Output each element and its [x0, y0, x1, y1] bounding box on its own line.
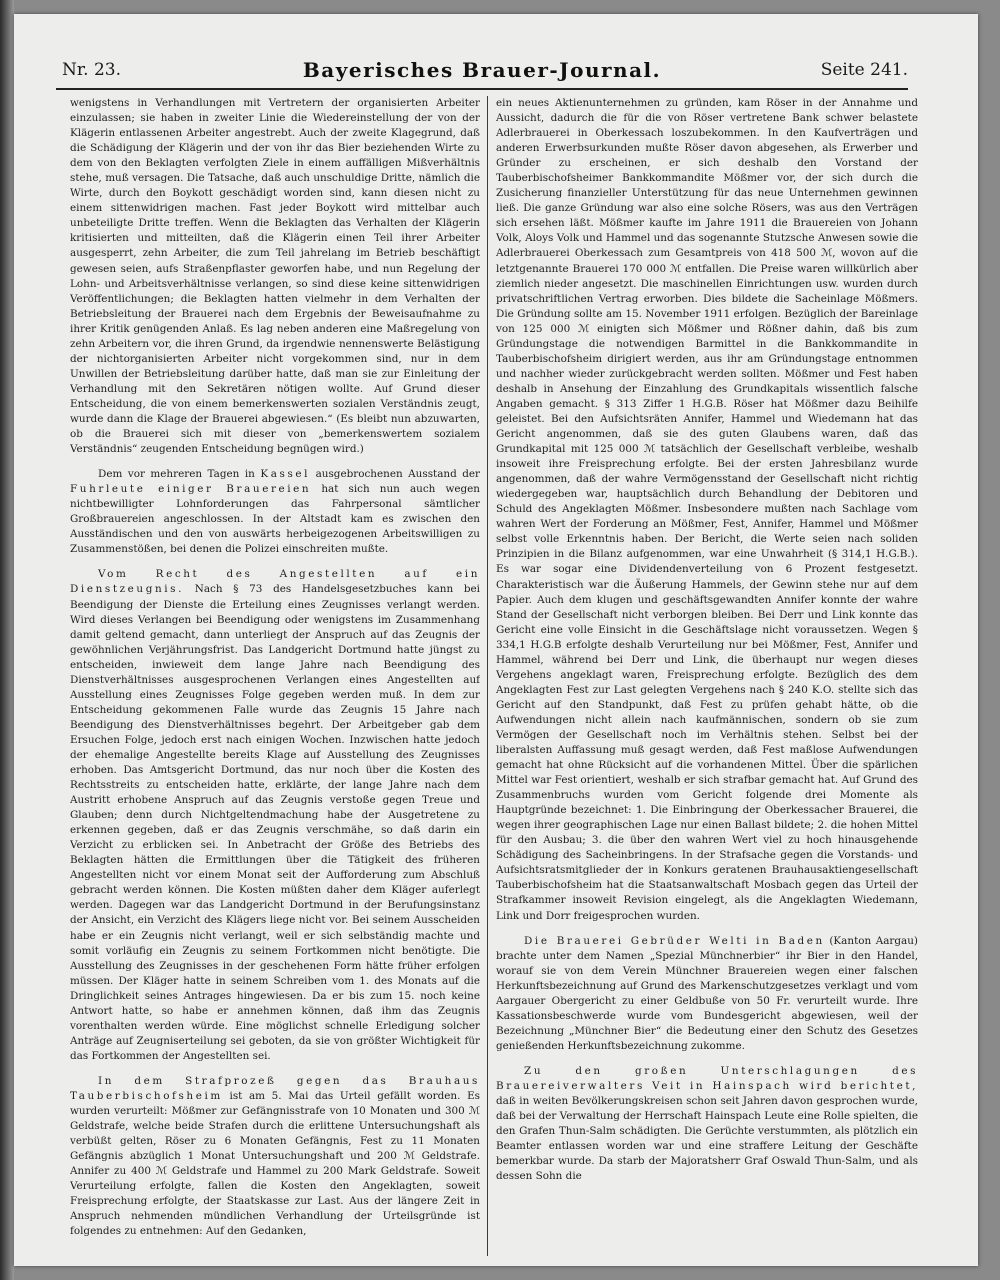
article-welti-brewery: Die Brauerei Gebrüder Welti in Baden (Kanton Aargau) brachte unter dem Namen „Spezial Münchnerbier“ ihr Bier in den Handel, worauf sie von dem Verein Münchner Brauereien wegen einer falschen Herkunftsbezeichnung auf Grund des Markenschutzgesetzes verklagt und vom Aargauer Obergericht zu einer Geldbuße von 50 Fr. verurteilt wurde. Ihre Kassationsbeschwerde wurde vom Bundesgericht abgewiesen, weil der Bezeichnung „Münchner Bier“ die Bedeutung einer den Schutz des Gesetzes genießenden Herkunftsbezeichnung zukomme.	[496, 934, 918, 1052]
place-name: Kassel	[260, 468, 311, 481]
article-heading: Die Brauerei Gebrüder Welti in Baden	[524, 934, 825, 947]
book-binding-edge	[0, 0, 14, 1280]
article-heading: Zu den großen Unterschlagungen des Brauereiverwalters Veit in Hainspach wird berichtet,	[496, 1064, 918, 1092]
journal-title: Bayerisches Brauer-Journal.	[302, 58, 662, 82]
article-heading: In dem Strafprozeß gegen das Brauhaus Tauberbischofsheim	[70, 1074, 480, 1102]
journal-page	[14, 14, 978, 1266]
column-divider	[487, 96, 488, 1256]
article-trial-continuation: ein neues Aktienunternehmen zu gründen, kam Röser in der Annahme und Aussicht, dadurch die für die von Röser vertretene Bank schwer belastete Adlerbrauerei in Oberkessach loszubekommen. In den Kaufverträgen und anderen Erwerbsurkunden mußte Röser davon abgesehen, als Erwerber und Gründer zu erscheinen, er sich deshalb den Vorstand der Tauberbischofsheimer Bankkommandite Mößmer vor, der sich durch die Zusicherung finanzieller Unterstützung für das neue Unternehmen gewinnen ließ. Die ganze Gründung war also eine solche Rösers, was aus den Verträgen sich ersehen läßt. Mößmer kaufte im Jahre 1911 die Brauereien von Johann Volk, Aloys Volk und Hammel und das sogenannte Stutzsche Anwesen sowie die Adlerbrauerei Oberkessach zum Gesamtpreis von 418 500 ℳ, wovon auf die letztgenannte Brauerei 170 000 ℳ entfallen. Die Preise waren willkürlich aber ziemlich nieder angesetzt. Die maschinellen Einrichtungen usw. wurden durch privatschriftlichen Vertrag erworben. Dies bildete die Sacheinlage Mößmers. Die Gründung sollte am 15. November 1911 erfolgen. Bezüglich der Bareinlage von 125 000 ℳ einigten sich Mößmer und Rößner dahin, daß bis zum Gründungstage die notwendigen Barmittel in die Bankkommandite in Tauberbischofsheim dirigiert werden, aus ihr am Gründungstage entnommen und nachher wieder zurückgebracht werden sollten. Mößmer und Fest haben deshalb in Ansehung der Einzahlung des Grundkapitals wissentlich falsche Angaben gemacht. § 313 Ziffer 1 H.G.B. Röser hat Mößmer dazu Beihilfe geleistet. Bei den Aufsichtsräten Annifer, Hammel und Wiedemann hat das Gericht angenommen, daß sie des guten Glaubens waren, daß das Grundkapital mit 125 000 ℳ tatsächlich der Gesellschaft verbleibe, weshalb insoweit ihre Freisprechung erfolgte. Bei der ersten Jahresbilanz wurde angenommen, daß der wahre Vermögensstand der Gesellschaft nicht richtig wiedergegeben war, hauptsächlich durch Behandlung der Debitoren und Schuld des Angeklagten Mößmer. Insbesondere mußten nach Sachlage vom wahren Wert der Forderung an Mößmer, Fest, Annifer, Hammel und Mößmer selbst volle Erkenntnis haben. Der Bericht, die Werte seien nach soliden Prinzipien in die Bilanz aufgenommen, war eine Unwahrheit (§ 314,1 H.G.B.). Es war sogar eine Dividendenverteilung von 6 Prozent festgesetzt. Charakteristisch war die Äußerung Hammels, der Gewinn stehe nur auf dem Papier. Auch dem klugen und geschäftsgewandten Annifer konnte der wahre Stand der Gesellschaft nicht verborgen bleiben. Bei Derr und Link konnte das Gericht eine volle Einsicht in die Geschäftslage nicht voraussetzen. Wegen § 334,1 H.G.B erfolgte deshalb Verurteilung nur bei Mößmer, Fest, Annifer und Hammel, während bei Derr und Link, die überhaupt nur wegen dieses Vergehens angeklagt waren, Freisprechung erfolgte. Bezüglich des dem Angeklagten Fest zur Last gelegten Vergehens nach § 240 K.O. stellte sich das Gericht auf den Standpunkt, daß Fest zu prüfen gehabt hätte, ob die Aufwendungen nicht allein nach kaufmännischen, sondern ob sie zum Vermögen der Gesellschaft noch im Verhältnis stehen. Selbst bei der liberalsten Auffassung muß gesagt werden, daß Fest maßlose Aufwendungen gemacht hat ohne Rücksicht auf die vorhandenen Mittel. Über die spärlichen Mittel war Fest orientiert, weshalb er sich strafbar gemacht hat. Auf Grund des Zusammenbruchs wurden vom Gericht folgende drei Momente als Hauptgründe bezeichnet: 1. Die Einbringung der Oberkessacher Brauerei, die wegen ihrer geographischen Lage nur einen Ballast bildete; 2. die hohen Mittel für den Ausbau; 3. die über den wahren Wert viel zu hoch hinausgehende Schädigung des Sacheinbringens. In der Strafsache gegen die Vorstands- und Aufsichtsratsmitglieder der in Konkurs geratenen Brauhausaktiengesellschaft Tauberbischofsheim hat die Staatsanwaltschaft Mosbach gegen das Urteil der Strafkammer insoweit Revision eingelegt, als die Angeklagten Wiedemann, Link und Dorr freigesprochen wurden.	[496, 97, 918, 922]
article-kassel-strike: Dem vor mehreren Tagen in Kassel ausgebrochenen Ausstand der Fuhrleute einiger Brauereien hat sich nun auch wegen nichtbewilligter Lohnforderungen das Fahrpersonal sämtlicher Großbrauereien angeschlossen. In der Altstadt kam es zwischen den Ausständischen und den von auswärts herbeigezogenen Arbeitswilligen zu Zusammenstößen, bei denen die Polizei einschreiten mußte.	[70, 468, 480, 556]
article-employee-certificate: Vom Recht des Angestellten auf ein Dienstzeugnis. Nach § 73 des Handelsgesetzbuches kann bei Beendigung der Dienste die Erteilung eines Zeugnisses verlangt werden. Wird dieses Verlangen bei Beendigung oder wenigstens im Zusammenhang damit geltend gemacht, dann unterliegt der Anspruch auf das Zeugnis der gewöhnlichen Verjährungsfrist. Das Landgericht Dortmund hatte jüngst zu entscheiden, inwieweit dem lange Jahre nach Beendigung des Dienstverhältnisses ausgesprochenen Verlangen eines Angestellten auf Ausstellung eines Zeugnisses Folge gegeben werden muß. In dem zur Entscheidung gekommenen Falle wurde das Zeugnis 15 Jahre nach Beendigung des Dienstverhältnisses begehrt. Der Arbeitgeber gab dem Ersuchen Folge, jedoch erst nach einigen Wochen. Inzwischen hatte jedoch der ehemalige Angestellte bereits Klage auf Ausstellung des Zeugnisses erhoben. Das Amtsgericht Dortmund, das nur noch über die Kosten des Rechtsstreits zu entscheiden hatte, erklärte, der lange Jahre nach dem Austritt erhobene Anspruch auf das Zeugnis verstoße gegen Treue und Glauben; denn durch Nichtgeltendmachung habe der Ausgetretene zu erkennen gegeben, daß er das Zeugnis verschmähe, so daß darin ein Verzicht zu erblicken sei. In Anbetracht der Größe des Betriebs des Beklagten hätten die Ermittlungen über die Tätigkeit des früheren Angestellten nicht vor einem Monat seit der Aufforderung zum Abschluß gebracht werden können. Die Kosten müßten daher dem Kläger auferlegt werden. Dagegen war das Landgericht Dortmund in der Berufungsinstanz der Ansicht, ein Verzicht des Klägers liege nicht vor. Bei seinem Ausscheiden habe er ein Zeugnis nicht verlangt, weil er sich selbständig machte und somit vorläufig ein Zeugnis zu seinem Fortkommen nicht benötigte. Die Ausstellung des Zeugnisses in der geschehenen Form hätte früher erfolgen müssen. Der Kläger hatte in seinem Schreiben vom 1. des Monats auf die Dringlichkeit seines Antrages hingewiesen. Da er bis zum 15. noch keine Antwort hatte, so habe er annehmen können, daß ihm das Zeugnis vorenthalten werden würde. Eine möglichst schnelle Erledigung solcher Anträge auf Zeugniserteilung sei geboten, da sie von größter Wichtigkeit für das Fortkommen der Angestellten sei.	[70, 568, 480, 1062]
left-column	[70, 96, 480, 1266]
right-column	[496, 96, 918, 1266]
article-hainspach-embezzlement: Zu den großen Unterschlagungen des Brauereiverwalters Veit in Hainspach wird berichtet, daß in weiten Bevölkerungskreisen schon seit Jahren davon gesprochen wurde, daß bei der Verwaltung der Herrschaft Hainspach Leute eine Rolle spielten, die den Grafen Thun-Salm schädigten. Die Gerüchte verstummten, als plötzlich ein Beamter entlassen worden war und eine straffere Leitung der Geschäfte bemerkbar wurde. Da starb der Majoratsherr Graf Oswald Thun-Salm, und als dessen Sohn die	[496, 1064, 918, 1183]
article-boycott-verdict-end: wenigstens in Verhandlungen mit Vertretern der organisierten Arbeiter einzulassen; sie haben in zweiter Linie die Wiedereinstellung der von der Klägerin entlassenen Arbeiter angestrebt. Auch der zweite Klagegrund, daß die Schädigung der Klägerin und der von ihr das Bier beziehenden Wirte zu dem von den Beklagten verfolgten Ziele in einem auffälligen Mißverhältnis stehe, muß versagen. Die Tatsache, daß auch unschuldige Dritte, nämlich die Wirte, durch den Boykott geschädigt worden sind, kann diesen nicht zu einem sittenwidrigen machen. Fast jeder Boykott wird mittelbar auch unbeteiligte Dritte treffen. Wenn die Beklagten das Verhalten der Klägerin kritisierten und mitteilten, daß die Klägerin einen Teil ihrer Arbeiter ausgesperrt, zehn Arbeiter, die zum Teil jahrelang im Betrieb beschäftigt gewesen seien, aufs Straßenpflaster geworfen habe, und nun Regelung der Lohn- und Arbeitsverhältnisse verlangen, so sind diese keine sittenwidrigen Veröffentlichungen; die Beklagten hatten vielmehr in dem Verhalten der Betriebsleitung der Brauerei nach dem Ergebnis der Beweisaufnahme zu ihrer Kritik genügenden Anlaß. Es lag neben anderen eine Maßregelung von zehn Arbeitern vor, die ihren Grund, da irgendwie nennenswerte Belästigung der nichtorganisierten Arbeiter nicht vorgekommen sind, nur in dem Unwillen der Betriebsleitung darüber hatte, daß man sie zur Einleitung der Verhandlung mit den Sekretären nötigen wollte. Auf Grund dieser Entscheidung, die von einem bemerkenswerten sozialen Verständnis zeugt, wurde dann die Klage der Brauerei abgewiesen.“ (Es bleibt nun abzuwarten, ob die Brauerei sich mit dieser von „bemerkenswertem sozialem Verständnis“ zeugenden Entscheidung begnügen wird.)	[70, 97, 480, 456]
article-tauberbischofsheim-trial: In dem Strafprozeß gegen das Brauhaus Tauberbischofsheim ist am 5. Mai das Urteil gefällt worden. Es wurden verurteilt: Mößmer zur Gefängnisstrafe von 10 Monaten und 300 ℳ Geldstrafe, welche beide Strafen durch die erlittene Untersuchungshaft als verbüßt gelten, Röser zu 6 Monaten Gefängnis, Fest zu 11 Monaten Gefängnis abzüglich 1 Monat Untersuchungshaft und 200 ℳ Geldstrafe. Annifer zu 400 ℳ Geldstrafe und Hammel zu 200 Mark Geldstrafe. Soweit Verurteilung erfolgte, fallen die Kosten den Angeklagten, soweit Freisprechung erfolgte, der Staatskasse zur Last. Aus der längere Zeit in Anspruch nehmenden mündlichen Verhandlung der Urteilsgründe ist folgendes zu entnehmen: Auf den Gedanken,	[70, 1074, 480, 1238]
article-heading: Vom Recht des Angestellten auf ein Dienstzeugnis.	[70, 568, 480, 596]
page-number: Seite 241.	[820, 60, 908, 80]
issue-number: Nr. 23.	[62, 60, 121, 80]
spaced-emphasis: Fuhrleute einiger Brauereien	[70, 483, 312, 496]
page-header	[56, 54, 908, 90]
